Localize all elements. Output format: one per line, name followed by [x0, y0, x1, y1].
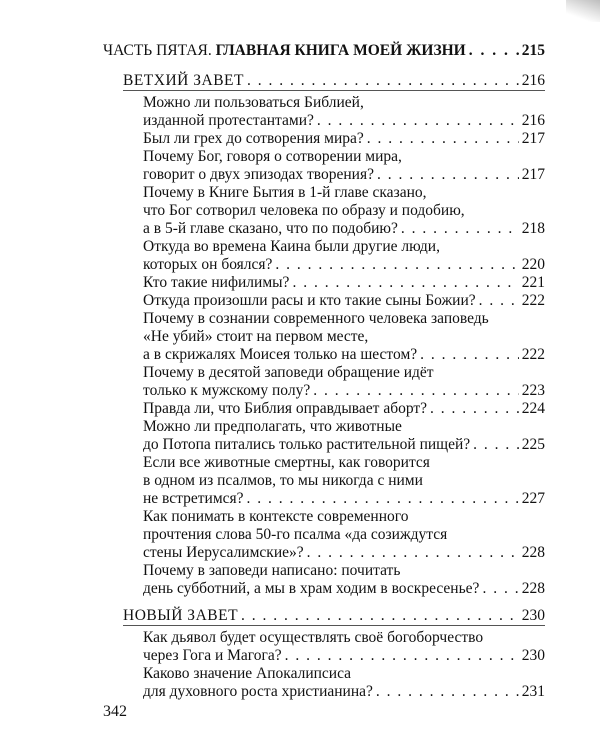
- toc-entry-line: Можно ли пользоваться Библией,: [143, 94, 364, 111]
- toc-section-new-testament: НОВЫЙ ЗАВЕТ . . . 230: [123, 607, 545, 625]
- toc-entry: до Потопа питались только растительной пищей? . . . 225: [143, 436, 545, 454]
- toc-entry-line: Почему в Книге Бытия в 1-й главе сказано,: [143, 184, 427, 201]
- toc-part-heading: [103, 42, 545, 60]
- page-number: 222: [521, 292, 545, 309]
- page-folio: 342: [103, 703, 127, 720]
- toc-entry-line: Откуда во времена Каина были другие люди,: [143, 238, 440, 255]
- toc-entry-line: Почему в заповеди написано: почитать: [143, 562, 401, 579]
- toc-entry: стены Иерусалимские»? . . . 228: [143, 544, 545, 562]
- page-number: 217: [521, 166, 545, 183]
- section-rule: [123, 625, 545, 626]
- dot-leader: [247, 490, 519, 508]
- dot-leader: [482, 580, 518, 598]
- page-number: 223: [521, 382, 545, 399]
- dot-leader: [376, 683, 519, 701]
- toc-entry: говорит о двух эпизодах творения? . . . 217: [143, 166, 545, 184]
- toc-entry-line: Как дьявол будет осуществлять своё богоборчество: [143, 629, 484, 646]
- toc-section-old-testament: ВЕТХИЙ ЗАВЕТ . . . 216: [123, 72, 545, 90]
- toc-entry: только к мужскому полу? . . . 223: [143, 382, 545, 400]
- toc-entry-line: Если все животные смертны, как говорится: [143, 454, 430, 471]
- toc-entry: Откуда произошли расы и кто такие сыны Божии? . . . 222: [143, 292, 545, 310]
- toc-entry-line: Как понимать в контексте современного: [143, 508, 409, 525]
- toc-entry: не встретимся? . . . 227: [143, 490, 545, 508]
- page-number: 224: [521, 400, 545, 417]
- dot-leader: [307, 544, 519, 562]
- page-number: 222: [521, 346, 545, 363]
- dot-leader: [377, 166, 519, 184]
- dot-leader: [430, 400, 519, 418]
- dot-leader: [275, 256, 518, 274]
- dot-leader: [401, 220, 519, 238]
- page-number: 228: [521, 544, 545, 561]
- dot-leader: [367, 130, 519, 148]
- page-number: 218: [521, 220, 545, 237]
- page-number: 220: [521, 256, 545, 273]
- page-number: 225: [521, 436, 545, 453]
- dot-leader: [469, 42, 519, 60]
- toc-entry-line: Можно ли предполагать, что животные: [143, 418, 402, 435]
- toc-entry-line: что Бог сотворил человека по образу и подобию,: [143, 202, 465, 219]
- dot-leader: [313, 382, 519, 400]
- page-number: 217: [521, 130, 545, 147]
- section-rule: [123, 90, 545, 91]
- page-number: 216: [521, 72, 545, 89]
- toc-entry: Кто такие нифилимы? . . . 221: [143, 274, 545, 292]
- toc-entry-line: Почему в сознании современного человека заповедь: [143, 310, 489, 327]
- dot-leader: [247, 72, 519, 90]
- toc-entry: для духовного роста христианина? . . . 231: [143, 683, 545, 701]
- toc-entry: а в 5-й главе сказано, что по подобию? . . . 218: [143, 220, 545, 238]
- toc-entry-line: Каково значение Апокалипсиса: [143, 665, 352, 682]
- page-corner-shadow: [566, 0, 600, 22]
- dot-leader: [473, 436, 519, 454]
- toc-entry: изданной протестантами? . . . 216: [143, 112, 545, 130]
- toc-entry-line: в одном из псалмов, то мы никогда с ними: [143, 472, 423, 489]
- page-number: 230: [521, 607, 545, 624]
- toc-entry-line: прочтения слова 50-го псалма «да созиждутся: [143, 526, 448, 543]
- dot-leader: [479, 292, 519, 310]
- dot-leader: [285, 647, 519, 665]
- toc-entry-line: Почему в десятой заповеди обращение идёт: [143, 364, 434, 381]
- page-number: 230: [521, 647, 545, 664]
- page-number: 231: [521, 683, 545, 700]
- toc-entry: Правда ли, что Библия оправдывает аборт? . . . 224: [143, 400, 545, 418]
- toc-entry: день субботний, а мы в храм ходим в воскресенье? . . . 228: [143, 580, 545, 598]
- page-number: 228: [521, 580, 545, 597]
- page-number: 216: [521, 112, 545, 129]
- toc-entry: Был ли грех до сотворения мира? . . . 217: [143, 130, 545, 148]
- part-label: ЧАСТЬ ПЯТАЯ. ГЛАВНАЯ КНИГА МОЕЙ ЖИЗНИ: [103, 42, 466, 59]
- dot-leader: [317, 112, 519, 130]
- dot-leader: [241, 607, 519, 625]
- toc-entry: через Гога и Магога? . . . 230: [143, 647, 545, 665]
- toc-entry-line: «Не убий» стоит на первом месте,: [143, 328, 369, 345]
- toc-entry: а в скрижалях Моисея только на шестом? . . . 222: [143, 346, 545, 364]
- dot-leader: [420, 346, 519, 364]
- page-number: 221: [521, 274, 545, 291]
- toc-entry: которых он боялся? . . . 220: [143, 256, 545, 274]
- page-number: 227: [521, 490, 545, 507]
- page-number: 215: [521, 42, 545, 59]
- dot-leader: [292, 274, 518, 292]
- toc-entry-line: Почему Бог, говоря о сотворении мира,: [143, 148, 402, 165]
